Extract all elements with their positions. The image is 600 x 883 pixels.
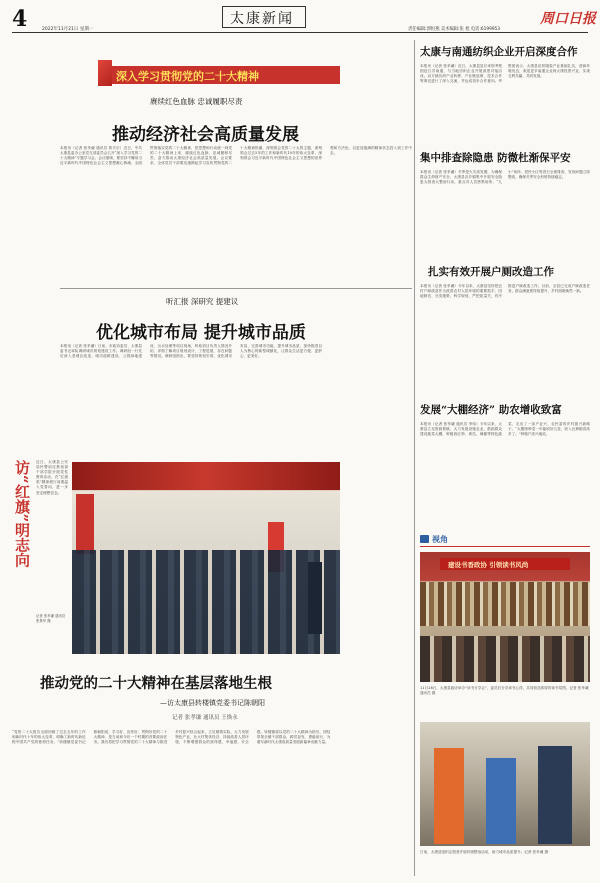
right4-body: 本报讯（记者 张孝谦 通讯员 李伟）今年以来，太康县立足资源禀赋，大力发展设施农业，鼓励群众建设蔬菜大棚，种植西红柿、黄瓜、辣椒等特色蔬菜，走出了一条产业兴、农民富的乡村振兴新路子。“大棚里种菜一年能收好几茬，收入比种粮食高多了。”种植户高兴地说。 <box>420 422 590 437</box>
volunteer-photo <box>420 722 590 846</box>
volunteer-right <box>538 746 572 844</box>
article1-body: 本报讯（记者 张孝谦 通讯员 郭平宗）近日，中共太康县委办公室党支部委员会召开“深入学习党的二十大精神”专题学习会。会议强调，要坚持不懈用习近平新时代中国特色社会主义思想凝心铸魂，全面贯彻落实党的二十大精神，把思想和行动统一到党的二十大精神上来，赓续红色血脉，忠诚履职尽责，奋力推动太康经济社会高质量发展。会议要求，全体党员干部要迅速掀起学习宣传贯彻党的二十大精神热潮，深刻领会党的二十大的主题，深刻领会过去5年的工作和新时代10年的伟大变革，深刻领会习近平新时代中国特色社会主义思想的世界观和方法论，以更加饱满的精神状态投入到工作中去。 <box>60 146 412 166</box>
vertical-title: 访“红旗”明志向 <box>13 460 31 568</box>
article3-title: 推动党的二十大精神在基层落地生根 <box>40 675 272 692</box>
audience <box>420 636 590 682</box>
police-ceremony-photo <box>72 462 340 654</box>
editor-info: 责任编辑:郭恒燕 美术编辑:张 旭 电话:6199953 <box>408 27 501 32</box>
focus-caption-1: 11月18日，太康县政协举办“读书分享会”，委员们分享读书心得，共同营造浓厚的读书氛围。记者 张孝谦 通讯员 摄 <box>420 686 589 695</box>
police-group <box>72 550 340 654</box>
right2-title: 集中排查除隐患 防微杜渐保平安 <box>420 152 571 164</box>
right4-title: 发展“大棚经济” 助农增收致富 <box>420 404 562 416</box>
volunteer-left <box>434 748 464 844</box>
red-flag-left <box>76 494 94 554</box>
article3-body: “党的二十大报告全面回顾了过去五年的工作和新时代十年的伟大变革，明确了新时代新征程中国共产党的使命任务。”转楼镇党委书记陈朝阳说，学习好、宣传好、贯彻好党的二十大精神，是当前和今后一个时期的首要政治任务。我们将把学习贯彻党的二十大精神与推进乡村振兴结合起来，立足镇情实际，大力发展特色产业，壮大村集体经济，持续改善人居环境，不断增强群众的获得感、幸福感、安全感。转楼镇将以党的二十大精神为指引，团结带领全镇干部群众，踔厉奋发、勇毅前行，为谱写新时代太康高质量发展新篇章贡献力量。 <box>12 730 331 745</box>
banner-text: 深入学习贯彻党的二十大精神 <box>116 70 259 83</box>
stage-backdrop <box>72 462 340 490</box>
article3-byline: 记者 张孝谦 通讯员 王焕永 <box>172 715 238 721</box>
volunteer-middle <box>486 758 516 844</box>
right1-title: 太康与南通纺织企业开启深度合作 <box>420 46 578 58</box>
article3-subtitle: —访太康县转楼镇党委书记陈朝阳 <box>160 699 265 707</box>
issue-date: 2022年11月21日 星期一 <box>42 27 94 32</box>
camera-icon <box>420 535 429 543</box>
focus-label: 视角 <box>432 534 448 544</box>
article2-body: 本报讯（记者 张孝谦）日前，市政协委员、太康县委书记率队调研城市规划建设工作。调研组一行先后深入老城区改造、城市道路建设、公园绿地建设、污水处理等项目现场，听取项目负责人情况介绍，详细了解项目规划设计、工程进展、存在问题等情况。调研组指出，要坚持规划引领，优化城市布局，完善城市功能，提升城市品质，加快推进以人为核心的新型城镇化，让群众生活更方便、更舒心、更美好。 <box>60 344 322 359</box>
newspaper-logo: 周口日报 <box>540 11 596 27</box>
article1-title: 推动经济社会高质量发展 <box>112 125 299 145</box>
column-divider <box>414 40 415 876</box>
page-number: 4 <box>12 6 28 32</box>
banner-flag-icon <box>98 60 112 86</box>
bookshelf <box>420 582 590 626</box>
right2-body: 本报讯（记者 张孝谦）冬季是火灾高发期，为确保群众生命财产安全，太康县各乡镇集中开展安全隐患大排查大整治行动，重点对人员密集场所、“九小”场所、居民小区等进行全面排查，发现问题立即整改，确保冬季安全形势持续稳定。 <box>420 170 590 185</box>
focus-caption-2: 日前，太康县组织志愿者开展环境整治活动，助力城市品质提升。记者 张孝谦 摄 <box>420 850 549 854</box>
article2-title: 优化城市布局 提升城市品质 <box>96 323 306 343</box>
header-rule <box>12 32 588 33</box>
article1-kicker: 赓续红色血脉 忠诚履职尽责 <box>150 97 243 106</box>
article1-rule <box>60 288 412 289</box>
right1-body: 本报讯（记者 张孝谦）近日，太康县县长率领考察团赴江苏南通，与当地纺织企业开展深度对接洽谈。双方就纺织产业转移、产业链延伸、技术合作等事宜进行了深入交流，并达成初步合作意向。考察团表示，太康县纺织服装产业基础扎实，营商环境优良，欢迎更多南通企业到太康投资兴业，实现互利共赢、共同发展。 <box>420 64 590 84</box>
page-header <box>0 0 600 34</box>
right3-body: 本报讯（记者 张孝谦）今年以来，太康县坚持把农村户厕改造作为改善农村人居环境的重要抓手，因地制宜、分类施策，科学规划，严把质量关，有序推进户厕改造工作。目前，全县已完成户厕改造任务，群众满意度持续提升，乡村面貌焕然一新。 <box>420 284 590 299</box>
standing-officer <box>308 562 322 634</box>
vertical-body: 近日，太康县公安局民警前往焦裕禄干部学院开展党性教育活动，在“红旗渠”精神展厅前重温入党誓词，进一步坚定理想信念。 <box>36 460 68 495</box>
reading-event-photo <box>420 552 590 682</box>
vertical-credit: 记者 张孝谦 通讯员 张景华 摄 <box>36 614 66 623</box>
right3-title: 扎实有效开展户厕改造工作 <box>428 266 554 278</box>
reading-banner-text: 建设书香政协 引领读书风尚 <box>448 561 529 569</box>
section-name: 太康新闻 <box>230 11 294 27</box>
article2-kicker: 听汇报 深研究 提建议 <box>166 297 239 306</box>
vertical-title-box <box>12 460 34 570</box>
